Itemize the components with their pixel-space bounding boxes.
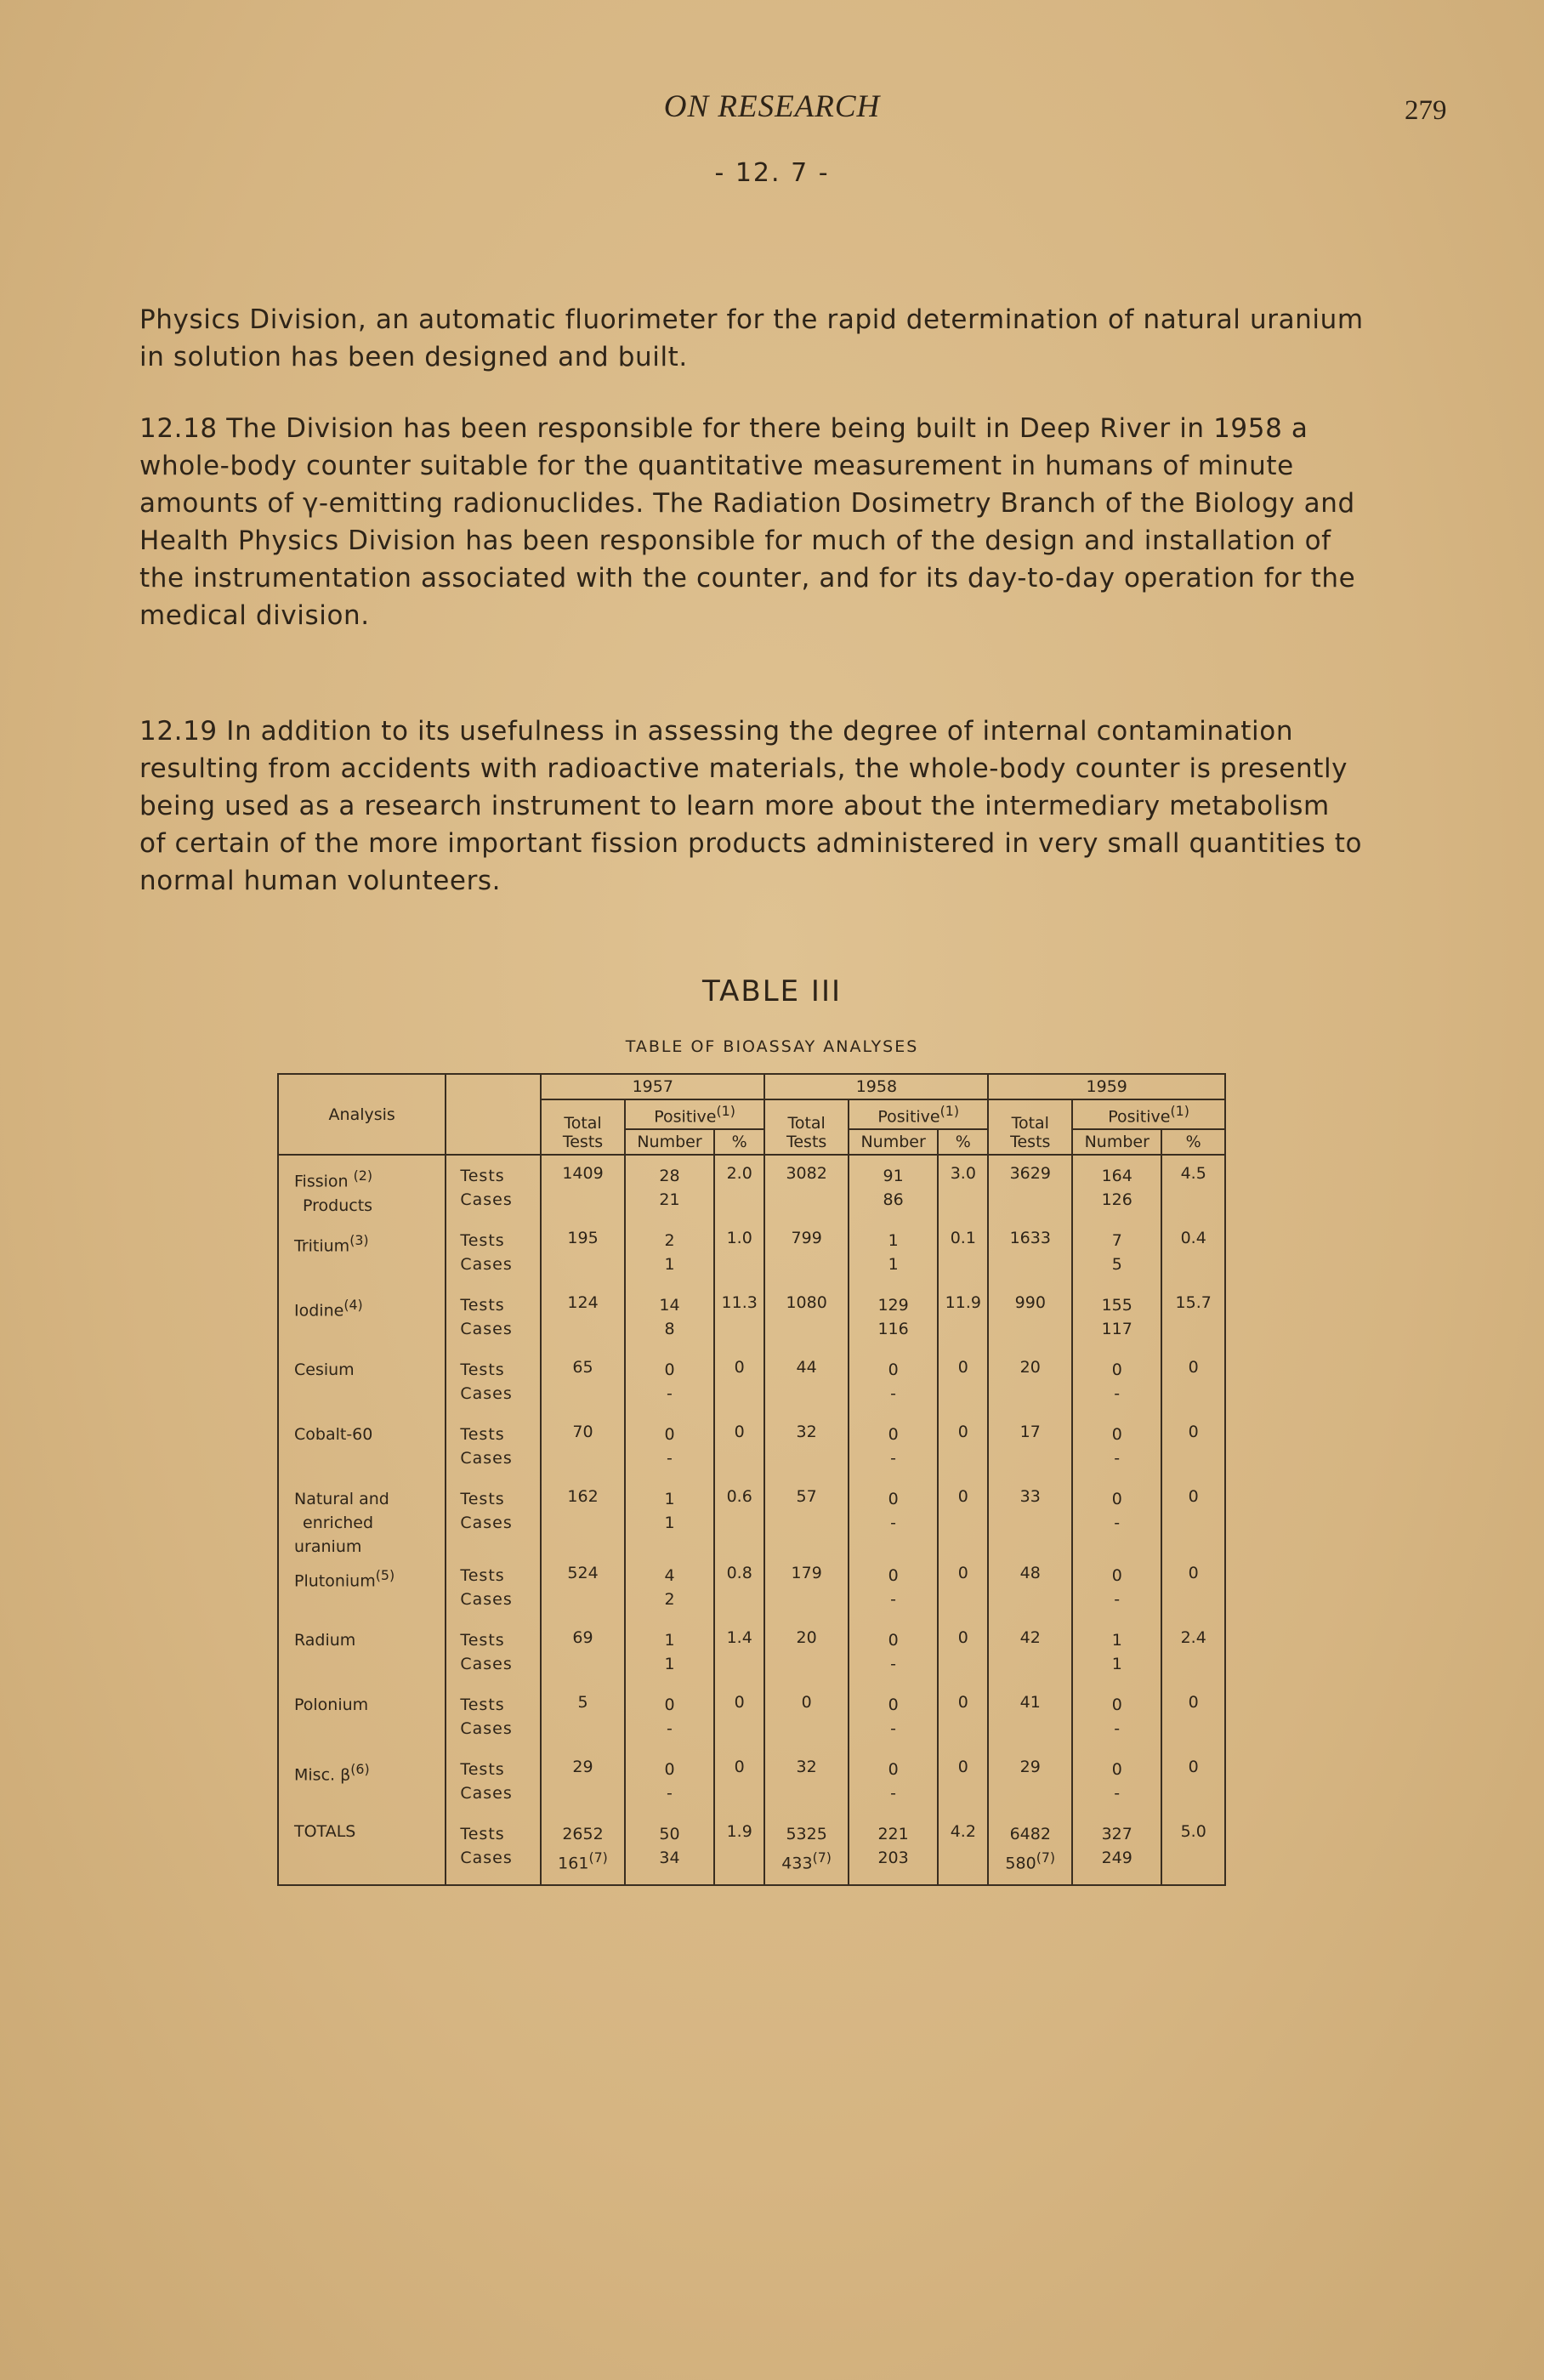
- number-1957: [625, 1291, 714, 1355]
- positive-cases: -: [1114, 1719, 1121, 1739]
- positive-tests: 0: [664, 1760, 675, 1780]
- positive-cases: 1: [1111, 1655, 1122, 1674]
- positive-cases: 34: [659, 1849, 680, 1868]
- header-kind: [446, 1074, 541, 1155]
- analysis-cell: [278, 1226, 446, 1291]
- positive-tests: 0: [1111, 1566, 1122, 1586]
- total-1959: [988, 1820, 1072, 1885]
- total-tests-1958: 179: [764, 1561, 849, 1626]
- kind-cell: [446, 1291, 541, 1355]
- positive-cases: 1: [888, 1255, 899, 1275]
- analysis-note: (3): [349, 1232, 369, 1249]
- positive-tests: 0: [664, 1360, 675, 1380]
- positive-tests: 91: [883, 1167, 904, 1186]
- section-number: - 12. 7 -: [714, 158, 830, 188]
- kind-tests: Tests: [460, 1760, 505, 1780]
- header-percent: %: [714, 1129, 764, 1155]
- number-1959: [1072, 1485, 1161, 1561]
- header-positive: [849, 1099, 988, 1129]
- positive-tests: 2: [664, 1231, 675, 1251]
- positive-tests: 0: [664, 1425, 675, 1445]
- header-row-years: [278, 1074, 1225, 1099]
- positive-cases: 117: [1101, 1320, 1132, 1339]
- total-1958: [764, 1820, 849, 1885]
- total-tests-1959: 3629: [988, 1155, 1072, 1226]
- number-1957: [625, 1355, 714, 1420]
- positive-tests: 14: [659, 1296, 680, 1315]
- positive-tests: 0: [1111, 1425, 1122, 1445]
- percent-1959: 2.4: [1161, 1626, 1225, 1690]
- total-tests-1959: 29: [988, 1755, 1072, 1820]
- analysis-cell: [278, 1155, 446, 1226]
- positive-tests: 0: [888, 1425, 899, 1445]
- kind-cell: [446, 1155, 541, 1226]
- positive-tests: 0: [888, 1566, 899, 1586]
- total-tests: 6482: [1009, 1825, 1051, 1844]
- header-positive-note: (1): [1170, 1103, 1189, 1119]
- total-tests-1957: 195: [541, 1226, 625, 1291]
- total-tests-1958: 799: [764, 1226, 849, 1291]
- analysis-name: Polonium: [294, 1696, 369, 1715]
- kind-cases: Cases: [460, 1719, 513, 1739]
- positive-cases: 249: [1101, 1849, 1132, 1868]
- analysis-name-line2: Products: [303, 1196, 373, 1215]
- analysis-note: (5): [375, 1567, 395, 1584]
- total-tests-1957: 162: [541, 1485, 625, 1561]
- total-tests-1958: 3082: [764, 1155, 849, 1226]
- positive-tests: 28: [659, 1167, 680, 1186]
- positive-tests: 1: [664, 1631, 675, 1650]
- header-positive-label: Positive: [654, 1107, 717, 1127]
- percent-1958: 0.1: [938, 1226, 988, 1291]
- analysis-name-line3: uranium: [294, 1537, 362, 1557]
- total-tests-1958: 44: [764, 1355, 849, 1420]
- positive-tests: 7: [1111, 1231, 1122, 1251]
- total-tests-1957: 70: [541, 1420, 625, 1485]
- header-total-label: Total: [1011, 1114, 1049, 1133]
- header-tests-label: Tests: [1010, 1133, 1051, 1152]
- header-number: Number: [1072, 1129, 1161, 1155]
- table-row: [278, 1420, 1225, 1485]
- kind-cases: Cases: [460, 1320, 513, 1339]
- paragraph-12-19: 12.19 In addition to its usefulness in assessing the degree of internal contamination resulting from accidents with radioactive materials, the whole-body counter is presently being used as a research instrument to learn more about the intermediary metabolism of certain of the more important fission products administered in very small quantities to normal human volunteers.: [139, 716, 1363, 896]
- header-positive-label: Positive: [1108, 1107, 1171, 1127]
- analysis-name: Fission: [294, 1172, 349, 1191]
- positive-tests: 0: [888, 1760, 899, 1780]
- positive-tests: 0: [1111, 1490, 1122, 1509]
- total-tests-1958: 20: [764, 1626, 849, 1690]
- analysis-name: Iodine: [294, 1301, 344, 1321]
- percent-1959: 0: [1161, 1690, 1225, 1755]
- percent-1959: 0: [1161, 1420, 1225, 1485]
- kind-tests: Tests: [460, 1360, 505, 1380]
- analysis-cell: [278, 1355, 446, 1420]
- total-cases: 580: [1005, 1854, 1036, 1873]
- positive-tests: 0: [888, 1360, 899, 1380]
- positive-cases: -: [667, 1449, 673, 1468]
- analysis-cell: [278, 1291, 446, 1355]
- table-head: [278, 1074, 1225, 1155]
- positive-cases: -: [1114, 1590, 1121, 1610]
- analysis-cell: [278, 1755, 446, 1820]
- positive-cases: -: [890, 1590, 897, 1610]
- number-1958: [849, 1820, 938, 1885]
- positive-cases: -: [1114, 1514, 1121, 1533]
- analysis-cell: [278, 1690, 446, 1755]
- total-cases: 433: [781, 1854, 813, 1873]
- total-tests: 5325: [786, 1825, 827, 1844]
- number-1959: [1072, 1155, 1161, 1226]
- header-positive: [625, 1099, 764, 1129]
- kind-cases: Cases: [460, 1255, 513, 1275]
- number-1958: [849, 1561, 938, 1626]
- analysis-note: (6): [350, 1761, 370, 1778]
- number-1958: [849, 1485, 938, 1561]
- kind-tests: Tests: [460, 1425, 505, 1445]
- number-1958: [849, 1155, 938, 1226]
- kind-cell: [446, 1820, 541, 1885]
- table-row: [278, 1626, 1225, 1690]
- positive-cases: 8: [664, 1320, 675, 1339]
- total-tests-1957: 1409: [541, 1155, 625, 1226]
- positive-tests: 1: [1111, 1631, 1122, 1650]
- total-tests-1959: 42: [988, 1626, 1072, 1690]
- analysis-name: Natural and: [294, 1490, 389, 1509]
- positive-tests: 164: [1101, 1167, 1132, 1186]
- analysis-name: Cobalt-60: [294, 1425, 373, 1445]
- totals-row: [278, 1820, 1225, 1885]
- number-1959: [1072, 1291, 1161, 1355]
- analysis-name: Misc. β: [294, 1765, 351, 1785]
- percent-1959: 0: [1161, 1485, 1225, 1561]
- kind-tests: Tests: [460, 1296, 505, 1315]
- kind-tests: Tests: [460, 1490, 505, 1509]
- table-row: [278, 1355, 1225, 1420]
- total-tests-1957: 69: [541, 1626, 625, 1690]
- positive-cases: -: [667, 1784, 673, 1803]
- analysis-cell: [278, 1626, 446, 1690]
- positive-cases: -: [1114, 1784, 1121, 1803]
- percent-1957: 0.8: [714, 1561, 764, 1626]
- kind-cases: Cases: [460, 1384, 513, 1404]
- percent-1957: 1.4: [714, 1626, 764, 1690]
- number-1957: [625, 1155, 714, 1226]
- total-note: (7): [1036, 1849, 1056, 1866]
- paragraph-continued: Physics Division, an automatic fluorimeter for the rapid determination of natural uranium in solution has been designed and built.: [139, 304, 1364, 372]
- analysis-note: (2): [353, 1167, 373, 1184]
- header-analysis: Analysis: [278, 1074, 446, 1155]
- total-tests-1959: 990: [988, 1291, 1072, 1355]
- kind-cell: [446, 1561, 541, 1626]
- positive-cases: 1: [664, 1255, 675, 1275]
- table-body: [278, 1155, 1225, 1885]
- header-number: Number: [625, 1129, 714, 1155]
- positive-tests: 0: [1111, 1360, 1122, 1380]
- positive-cases: 86: [883, 1190, 904, 1210]
- number-1958: [849, 1755, 938, 1820]
- positive-tests: 1: [888, 1231, 899, 1251]
- percent-1959: 5.0: [1161, 1820, 1225, 1885]
- analysis-name: Tritium: [294, 1236, 350, 1256]
- header-total-tests: [988, 1099, 1072, 1155]
- number-1957: [625, 1690, 714, 1755]
- header-positive-note: (1): [716, 1103, 735, 1119]
- positive-tests: 0: [888, 1631, 899, 1650]
- header-number: Number: [849, 1129, 938, 1155]
- percent-1957: 0: [714, 1420, 764, 1485]
- percent-1958: 3.0: [938, 1155, 988, 1226]
- kind-cell: [446, 1755, 541, 1820]
- percent-1957: 0.6: [714, 1485, 764, 1561]
- number-1957: [625, 1485, 714, 1561]
- table-row: [278, 1291, 1225, 1355]
- positive-cases: 126: [1101, 1190, 1132, 1210]
- positive-cases: -: [667, 1384, 673, 1404]
- total-tests-1957: 5: [541, 1690, 625, 1755]
- analysis-note: (4): [343, 1297, 363, 1314]
- number-1957: [625, 1226, 714, 1291]
- number-1959: [1072, 1561, 1161, 1626]
- positive-cases: -: [890, 1514, 897, 1533]
- header-percent: %: [938, 1129, 988, 1155]
- percent-1958: 4.2: [938, 1820, 988, 1885]
- percent-1958: 0: [938, 1561, 988, 1626]
- analysis-cell: [278, 1561, 446, 1626]
- positive-tests: 1: [664, 1490, 675, 1509]
- totals-label: TOTALS: [278, 1820, 446, 1885]
- positive-cases: -: [890, 1655, 897, 1674]
- number-1959: [1072, 1226, 1161, 1291]
- percent-1959: 0.4: [1161, 1226, 1225, 1291]
- positive-cases: -: [890, 1784, 897, 1803]
- number-1958: [849, 1291, 938, 1355]
- header-positive-label: Positive: [877, 1107, 940, 1127]
- positive-tests: 0: [1111, 1760, 1122, 1780]
- total-tests-1957: 65: [541, 1355, 625, 1420]
- percent-1958: 11.9: [938, 1291, 988, 1355]
- total-tests-1959: 33: [988, 1485, 1072, 1561]
- positive-tests: 155: [1101, 1296, 1132, 1315]
- header-tests-label: Tests: [562, 1133, 604, 1152]
- positive-cases: 1: [664, 1655, 675, 1674]
- header-total-tests: [541, 1099, 625, 1155]
- analysis-name-line2: enriched: [303, 1514, 374, 1533]
- analysis-cell: [278, 1420, 446, 1485]
- number-1959: [1072, 1820, 1161, 1885]
- percent-1958: 0: [938, 1626, 988, 1690]
- kind-cases: Cases: [460, 1784, 513, 1803]
- positive-cases: -: [890, 1449, 897, 1468]
- kind-tests: Tests: [460, 1167, 505, 1186]
- analysis-cell: [278, 1485, 446, 1561]
- running-head: ON RESEARCH: [663, 89, 881, 124]
- kind-cases: Cases: [460, 1449, 513, 1468]
- number-1959: [1072, 1626, 1161, 1690]
- page-number: 279: [1405, 95, 1447, 126]
- analysis-name: Plutonium: [294, 1571, 376, 1591]
- header-percent: %: [1161, 1129, 1225, 1155]
- number-1958: [849, 1226, 938, 1291]
- table-subtitle: TABLE OF BIOASSAY ANALYSES: [625, 1037, 919, 1056]
- analysis-name: Cesium: [294, 1360, 355, 1380]
- positive-tests: 0: [888, 1490, 899, 1509]
- total-cases: 161: [558, 1854, 589, 1873]
- header-positive: [1072, 1099, 1225, 1129]
- positive-cases: -: [890, 1719, 897, 1739]
- percent-1957: 1.9: [714, 1820, 764, 1885]
- total-tests-1957: 29: [541, 1755, 625, 1820]
- number-1957: [625, 1755, 714, 1820]
- positive-tests: 221: [877, 1825, 909, 1844]
- kind-cell: [446, 1485, 541, 1561]
- positive-cases: 116: [877, 1320, 909, 1339]
- positive-cases: 203: [877, 1849, 909, 1868]
- number-1957: [625, 1626, 714, 1690]
- header-total-tests: [764, 1099, 849, 1155]
- header-year-1959: 1959: [988, 1074, 1225, 1099]
- table-row: [278, 1561, 1225, 1626]
- header-year-1958: 1958: [764, 1074, 988, 1099]
- kind-tests: Tests: [460, 1231, 505, 1251]
- percent-1958: 0: [938, 1355, 988, 1420]
- total-tests-1958: 32: [764, 1755, 849, 1820]
- percent-1958: 0: [938, 1420, 988, 1485]
- number-1957: [625, 1820, 714, 1885]
- percent-1959: 0: [1161, 1355, 1225, 1420]
- bioassay-table: [277, 1073, 1226, 1886]
- header-tests-label: Tests: [786, 1133, 827, 1152]
- positive-tests: 0: [888, 1696, 899, 1715]
- header-year-1957: 1957: [541, 1074, 764, 1099]
- total-tests: 2652: [562, 1825, 604, 1844]
- kind-tests: Tests: [460, 1825, 505, 1844]
- total-tests-1959: 1633: [988, 1226, 1072, 1291]
- number-1958: [849, 1355, 938, 1420]
- total-note: (7): [812, 1849, 832, 1866]
- percent-1958: 0: [938, 1485, 988, 1561]
- positive-tests: 327: [1101, 1825, 1132, 1844]
- positive-cases: -: [1114, 1384, 1121, 1404]
- positive-cases: 5: [1111, 1255, 1122, 1275]
- kind-tests: Tests: [460, 1631, 505, 1650]
- kind-cell: [446, 1226, 541, 1291]
- percent-1958: 0: [938, 1755, 988, 1820]
- total-tests-1958: 1080: [764, 1291, 849, 1355]
- analysis-name: Radium: [294, 1631, 356, 1650]
- table-row: [278, 1155, 1225, 1226]
- number-1957: [625, 1420, 714, 1485]
- positive-cases: -: [667, 1719, 673, 1739]
- positive-cases: 21: [659, 1190, 680, 1210]
- header-positive-note: (1): [939, 1103, 960, 1119]
- percent-1957: 11.3: [714, 1291, 764, 1355]
- total-note: (7): [588, 1849, 608, 1866]
- positive-tests: 4: [664, 1566, 675, 1586]
- kind-cases: Cases: [460, 1655, 513, 1674]
- positive-cases: -: [890, 1384, 897, 1404]
- kind-cell: [446, 1355, 541, 1420]
- positive-cases: 2: [664, 1590, 675, 1610]
- total-tests-1958: 32: [764, 1420, 849, 1485]
- total-tests-1957: 524: [541, 1561, 625, 1626]
- percent-1957: 0: [714, 1755, 764, 1820]
- header-total-label: Total: [564, 1114, 602, 1133]
- total-1957: [541, 1820, 625, 1885]
- table-row: [278, 1226, 1225, 1291]
- percent-1957: 0: [714, 1355, 764, 1420]
- table-title: TABLE III: [701, 974, 843, 1008]
- paragraph-12-18: 12.18 The Division has been responsible for there being built in Deep River in 1958 a whole-body counter suitable for the quantitative measurement in humans of minute amounts of γ-emitting radionuclides. The Radiation Dosimetry Branch of the Biology and Health Physics Division has been responsible for much of the design and installation of the instrumentation associated with the counter, and for its day-to-day operation for the medical division.: [139, 413, 1356, 631]
- percent-1959: 0: [1161, 1561, 1225, 1626]
- kind-tests: Tests: [460, 1696, 505, 1715]
- percent-1957: 2.0: [714, 1155, 764, 1226]
- positive-cases: -: [1114, 1449, 1121, 1468]
- number-1958: [849, 1690, 938, 1755]
- kind-cases: Cases: [460, 1590, 513, 1610]
- header-total-label: Total: [787, 1114, 826, 1133]
- number-1958: [849, 1626, 938, 1690]
- table-row: [278, 1485, 1225, 1561]
- number-1957: [625, 1561, 714, 1626]
- positive-tests: 0: [664, 1696, 675, 1715]
- kind-cell: [446, 1690, 541, 1755]
- number-1959: [1072, 1420, 1161, 1485]
- positive-tests: 50: [659, 1825, 680, 1844]
- percent-1957: 0: [714, 1690, 764, 1755]
- percent-1957: 1.0: [714, 1226, 764, 1291]
- number-1958: [849, 1420, 938, 1485]
- total-tests-1957: 124: [541, 1291, 625, 1355]
- kind-cases: Cases: [460, 1849, 513, 1868]
- number-1959: [1072, 1355, 1161, 1420]
- total-tests-1958: 57: [764, 1485, 849, 1561]
- kind-cases: Cases: [460, 1190, 513, 1210]
- table-row: [278, 1690, 1225, 1755]
- kind-cases: Cases: [460, 1514, 513, 1533]
- number-1959: [1072, 1690, 1161, 1755]
- percent-1959: 0: [1161, 1755, 1225, 1820]
- percent-1959: 15.7: [1161, 1291, 1225, 1355]
- total-tests-1959: 41: [988, 1690, 1072, 1755]
- kind-cell: [446, 1420, 541, 1485]
- positive-tests: 0: [1111, 1696, 1122, 1715]
- total-tests-1959: 17: [988, 1420, 1072, 1485]
- positive-tests: 129: [877, 1296, 909, 1315]
- total-tests-1959: 48: [988, 1561, 1072, 1626]
- number-1959: [1072, 1755, 1161, 1820]
- percent-1958: 0: [938, 1690, 988, 1755]
- percent-1959: 4.5: [1161, 1155, 1225, 1226]
- kind-cell: [446, 1626, 541, 1690]
- kind-tests: Tests: [460, 1566, 505, 1586]
- total-tests-1959: 20: [988, 1355, 1072, 1420]
- table-row: [278, 1755, 1225, 1820]
- total-tests-1958: 0: [764, 1690, 849, 1755]
- positive-cases: 1: [664, 1514, 675, 1533]
